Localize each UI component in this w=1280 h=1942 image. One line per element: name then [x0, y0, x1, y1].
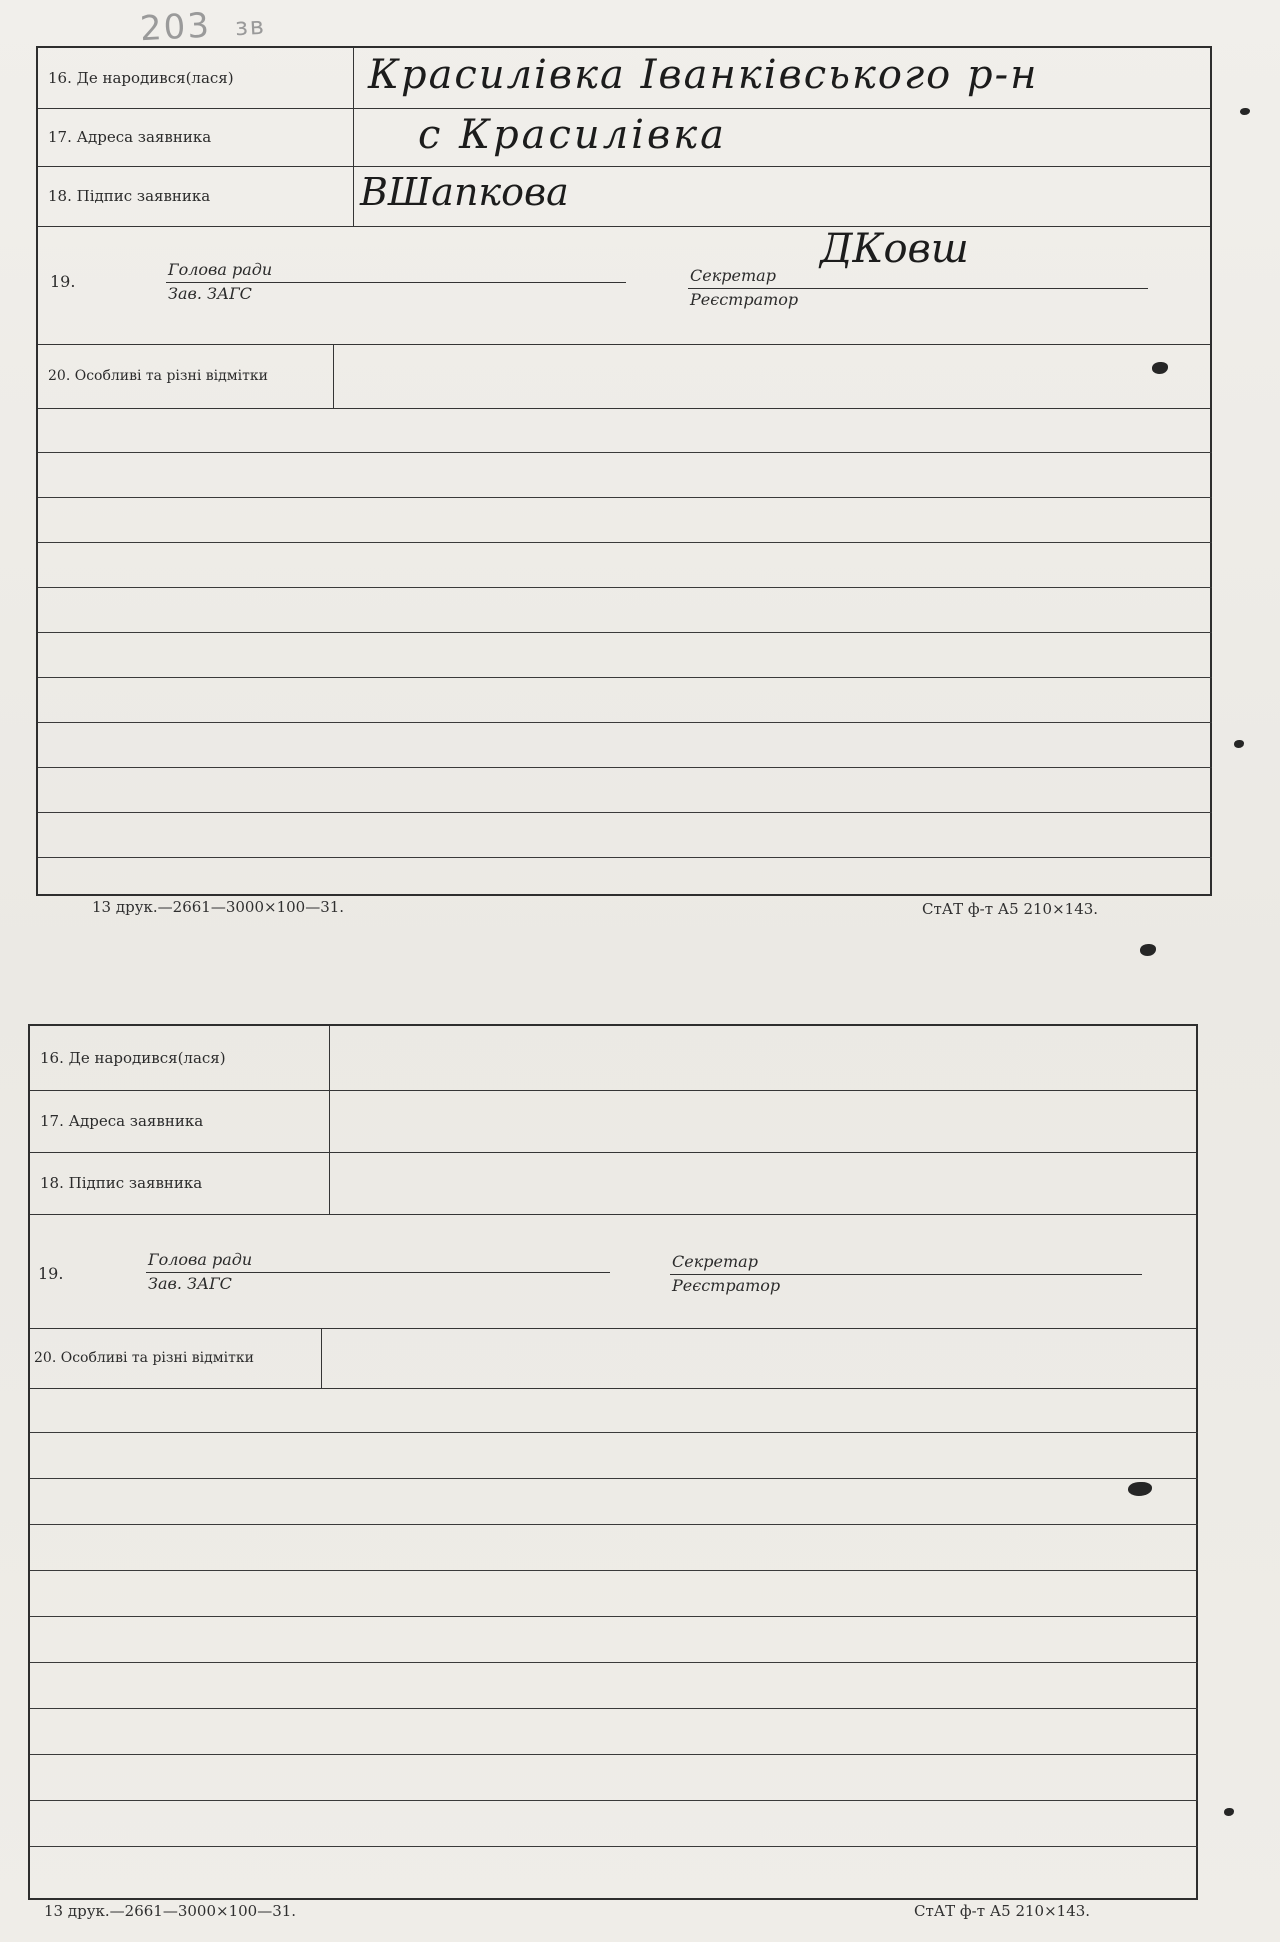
footer-format-bottom: СтАТ ф-т А5 210×143. [914, 1902, 1091, 1920]
value-birthplace: Красилівка Іванківського р-н [368, 52, 1039, 98]
footer-format-top: СтАТ ф-т А5 210×143. [922, 900, 1099, 918]
label-signature: 18. Підпис заявника [38, 166, 354, 226]
notes-line [30, 1662, 1198, 1663]
label-zags: Зав. ЗАГС [148, 1274, 232, 1293]
label-zags: Зав. ЗАГС [168, 284, 252, 303]
notes-line [38, 857, 1212, 858]
notes-line [38, 587, 1212, 588]
row-signature [38, 166, 1210, 227]
notes-line [30, 1432, 1198, 1433]
footer-print-info-bottom: 13 друк.—2661—3000×100—31. [44, 1902, 297, 1920]
label-address: 17. Адреса заявника [38, 108, 354, 166]
archive-number-value: 203 [139, 5, 212, 50]
notes-line [38, 722, 1212, 723]
archive-mark: зв [234, 11, 267, 42]
row-address [30, 1090, 1196, 1153]
row-birthplace [30, 1026, 1196, 1091]
notes-line [30, 1846, 1198, 1847]
ink-blot [1234, 740, 1244, 748]
registration-form-top [36, 46, 1212, 896]
notes-line [30, 1570, 1198, 1571]
label-birthplace: 16. Де народився(лася) [38, 48, 354, 108]
value-secretary-signature: ДКовш [820, 226, 969, 272]
ink-blot [1140, 944, 1156, 956]
notes-line [30, 1800, 1198, 1801]
label-secretary: Секретар [690, 266, 776, 285]
secretary-signature-line [670, 1274, 1142, 1275]
ink-blot [1240, 108, 1250, 115]
label-registrar: Реєстратор [690, 290, 799, 309]
value-address: с Красилівка [418, 112, 727, 158]
head-signature-line [166, 282, 626, 283]
row-address [38, 108, 1210, 167]
row-notes [38, 344, 1210, 409]
label-birthplace: 16. Де народився(лася) [30, 1026, 330, 1090]
row-signature [30, 1152, 1196, 1215]
notes-line [30, 1708, 1198, 1709]
label-row19: 19. [38, 1264, 64, 1283]
secretary-signature-line [688, 288, 1148, 289]
notes-line [30, 1478, 1198, 1479]
label-row19: 19. [50, 272, 76, 291]
label-notes: 20. Особливі та різні відмітки [30, 1328, 322, 1388]
row-19 [30, 1214, 1196, 1329]
notes-line [30, 1616, 1198, 1617]
label-registrar: Реєстратор [672, 1276, 781, 1295]
notes-line [38, 497, 1212, 498]
ink-blot [1224, 1808, 1234, 1816]
registration-form-bottom [28, 1024, 1198, 1900]
notes-line [30, 1754, 1198, 1755]
label-notes: 20. Особливі та різні відмітки [38, 344, 334, 408]
head-signature-line [146, 1272, 610, 1273]
row-19 [38, 226, 1210, 345]
notes-line [38, 542, 1212, 543]
value-signature: ВШапкова [360, 170, 569, 214]
notes-line [38, 452, 1212, 453]
archive-number [139, 3, 267, 50]
label-address: 17. Адреса заявника [30, 1090, 330, 1152]
row-notes [30, 1328, 1196, 1389]
footer-print-info-top: 13 друк.—2661—3000×100—31. [92, 898, 345, 916]
label-head: Голова ради [148, 1250, 253, 1269]
notes-line [30, 1524, 1198, 1525]
notes-line [38, 767, 1212, 768]
notes-line [38, 677, 1212, 678]
notes-line [38, 632, 1212, 633]
row-birthplace [38, 48, 1210, 109]
notes-line [38, 812, 1212, 813]
label-head: Голова ради [168, 260, 273, 279]
label-signature: 18. Підпис заявника [30, 1152, 330, 1214]
label-secretary: Секретар [672, 1252, 758, 1271]
